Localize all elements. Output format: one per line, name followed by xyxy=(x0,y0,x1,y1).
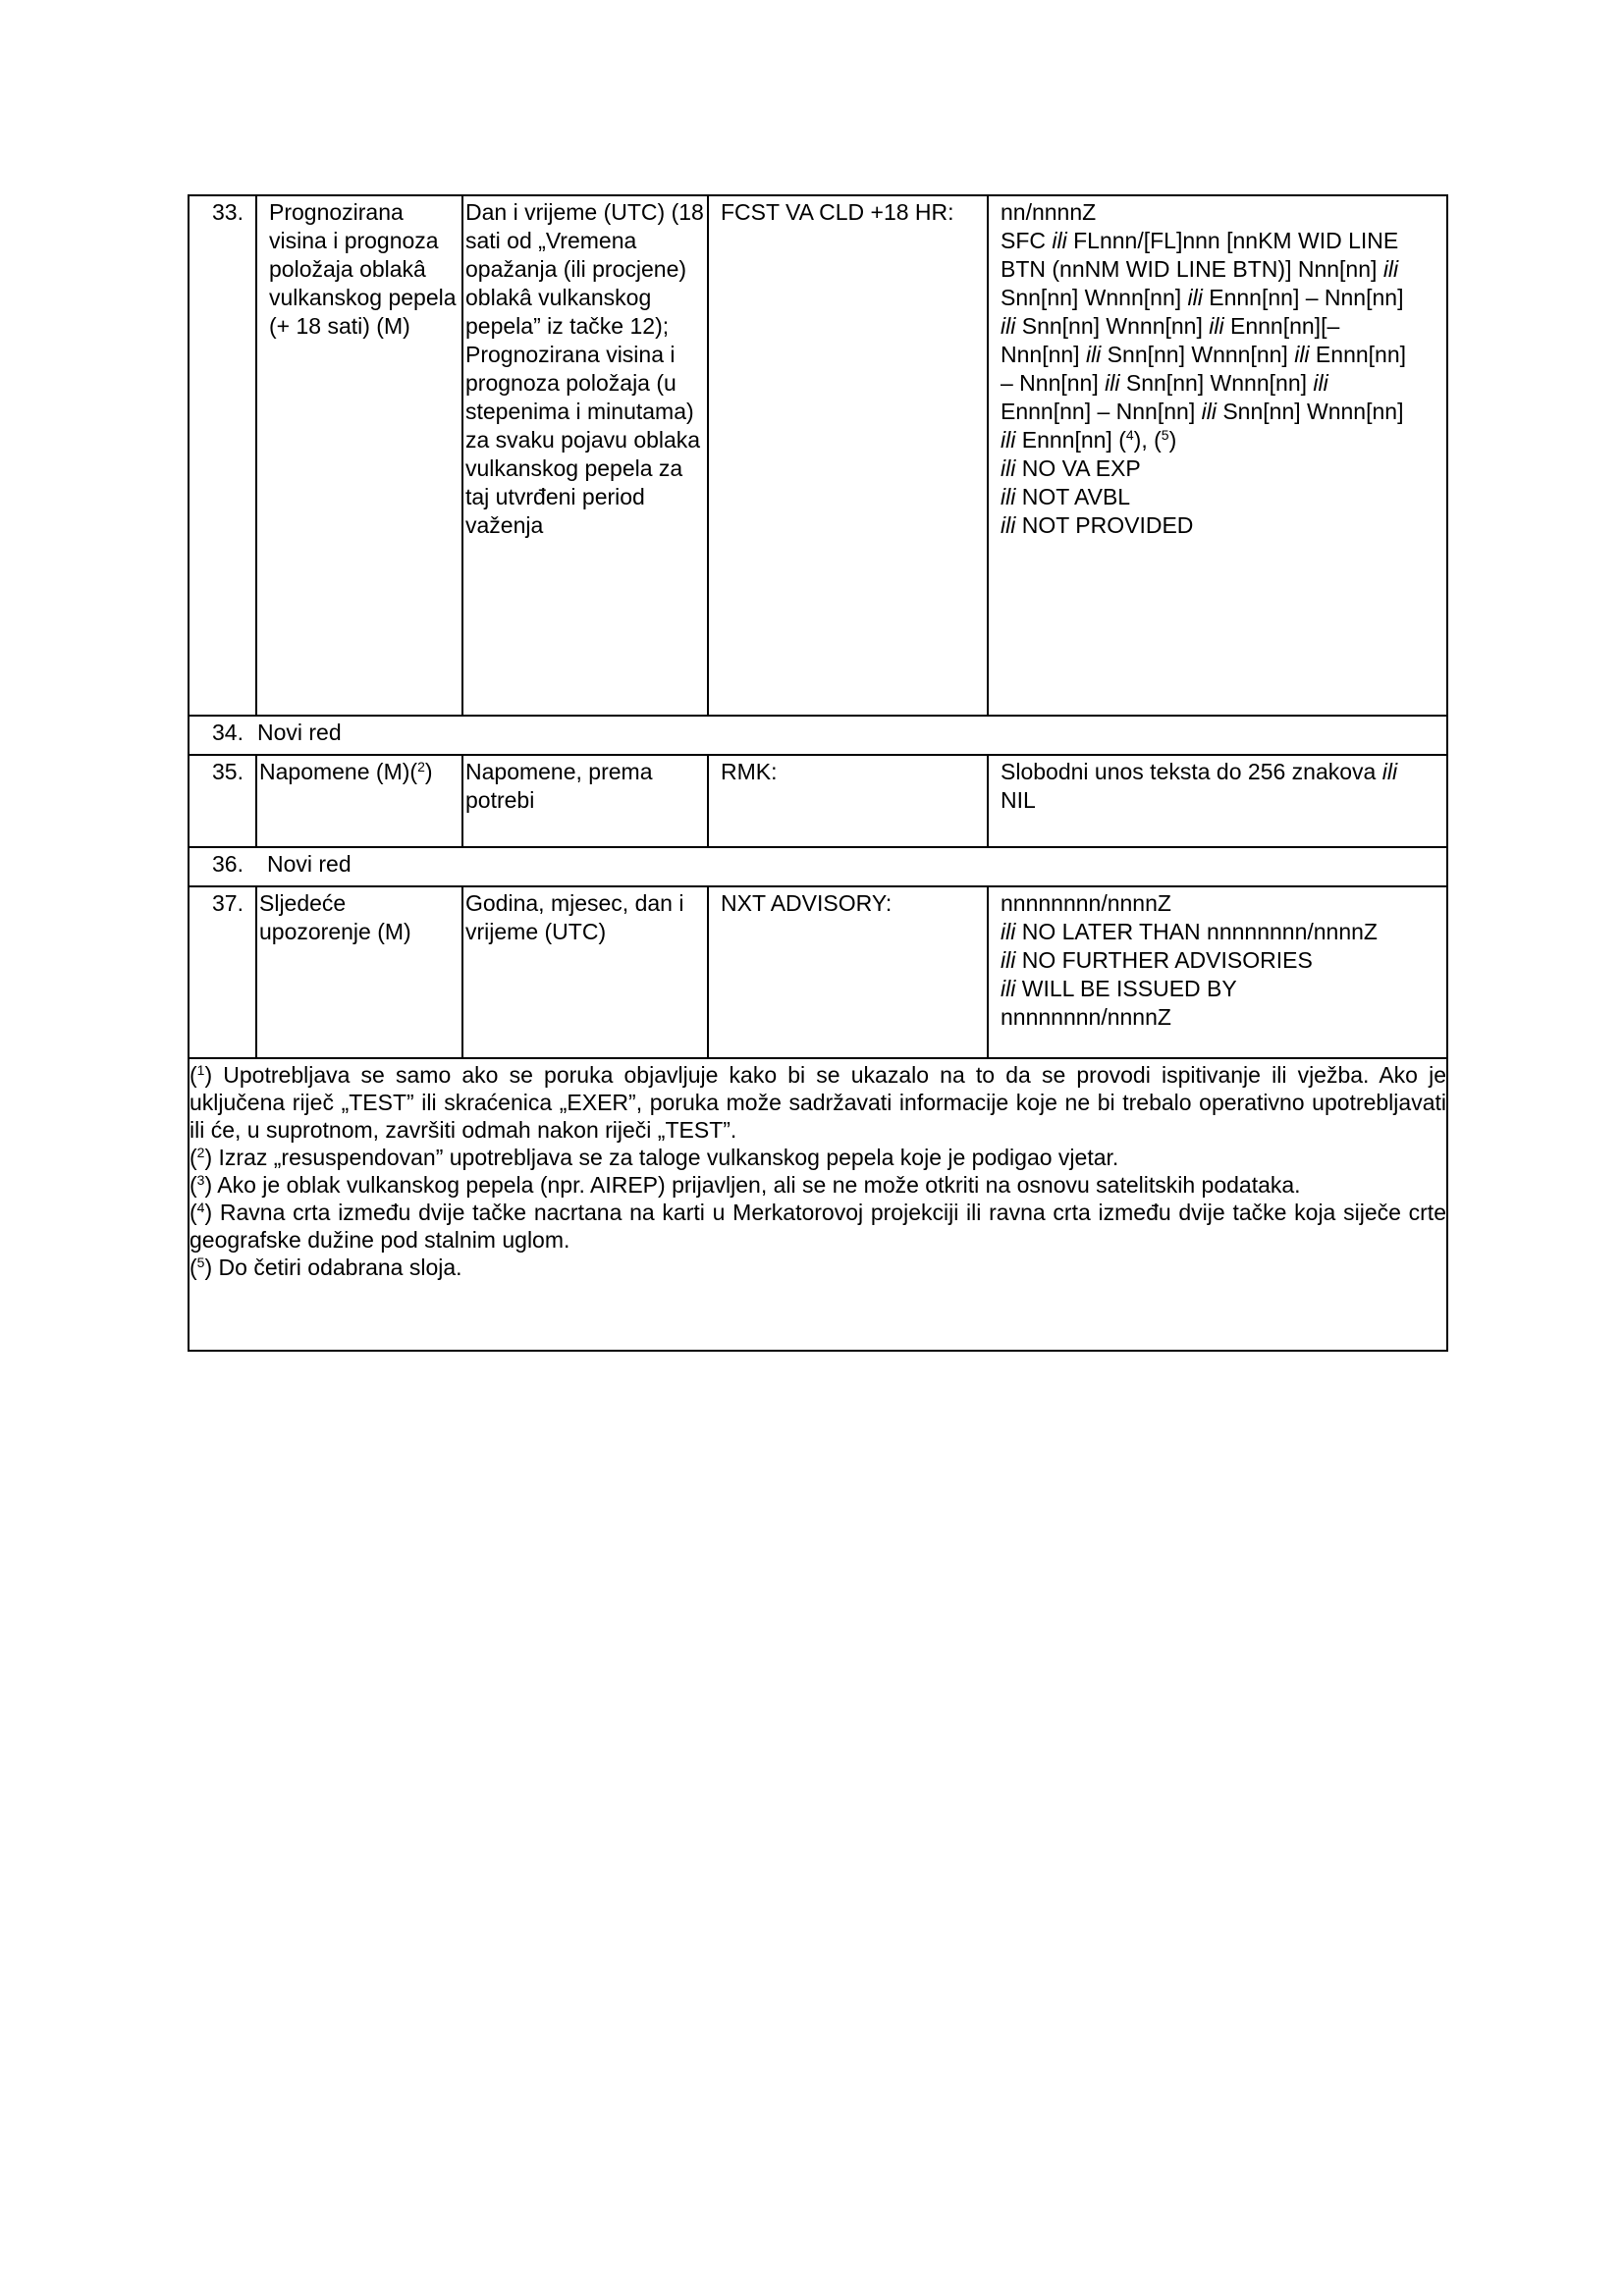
ili-keyword: ili xyxy=(1105,370,1120,396)
footnote: ($^3$) Ako je oblak vulkanskog pepela (npr. AIREP) prijavljen, ali se ne može otkriti na osnovu satelitskih podataka. xyxy=(189,1172,1301,1198)
detailed-content-cell: Godina, mjesec, dan i vrijeme (UTC) xyxy=(461,887,707,1057)
footnote-list xyxy=(189,1061,1446,1350)
ili-keyword: ili xyxy=(1209,313,1224,339)
example-line: ili Ennn[nn] ($^4$), ($^5$) xyxy=(1001,427,1177,453)
footnote-mark: 5 xyxy=(196,1255,205,1270)
example-post: NIL xyxy=(1001,787,1036,813)
detailed-content-cell: Dan i vrijeme (UTC) (18 sati od „Vremena opažanja (ili procjene) oblakâ vulkanskog pepela” iz tačke 12); Prognozirana visina i prognoza položaja (u stepenima i minutama) za svaku pojavu oblaka vulkanskog pepela za taj utvrđeni period važenja xyxy=(461,196,707,715)
example-line: Ennn[nn] – Nnn[nn] ili Snn[nn] Wnnn[nn] xyxy=(1001,399,1404,424)
footnote-text: Izraz „resuspendovan” upotrebljava se za taloge vulkanskog pepela koje je podigao vjetar. xyxy=(218,1145,1119,1170)
footnote-text: Upotrebljava se samo ako se poruka objavljuje kako bi se ukazalo na to da se provodi ispitivanje ili vježba. Ako je uključena riječ „TEST” ili skraćenica „EXER”, poruka može sadržavati informacije koje ne bi trebalo operativno upotrebljavati ili će, u suprotnom, završiti odmah nakon riječi „TEST”. xyxy=(189,1062,1446,1143)
example-cell xyxy=(987,887,1446,1057)
row-number: 36. xyxy=(212,851,244,877)
ili-keyword: ili xyxy=(1001,947,1016,973)
example-line: ili NO FURTHER ADVISORIES xyxy=(1001,947,1313,973)
element-cell: Prognozirana visina i prognoza položaja oblakâ vulkanskog pepela (+ 18 sati) (M) xyxy=(255,196,461,715)
ili-keyword: ili xyxy=(1052,228,1067,253)
footnote: ($^1$) Upotrebljava se samo ako se poruka objavljuje kako bi se ukazalo na to da se provodi ispitivanje ili vježba. Ako je uključena riječ „TEST” ili skraćenica „EXER”, poruka može sadržavati informacije koje ne bi trebalo operativno upotrebljavati ili će, u suprotnom, završiti odmah nakon riječi „TEST”. xyxy=(189,1062,1446,1143)
ili-keyword: ili xyxy=(1201,399,1217,424)
ili-keyword: ili xyxy=(1313,370,1328,396)
ili-keyword: ili xyxy=(1001,484,1016,509)
ili-keyword: ili xyxy=(1001,512,1016,538)
example-line: Snn[nn] Wnnn[nn] ili Ennn[nn] – Nnn[nn] xyxy=(1001,285,1404,310)
element-cell xyxy=(255,756,461,846)
footnote-text: Ravna crta između dvije tačke nacrtana na karti u Merkatorovoj projekciji ili ravna crta između dvije tačke koja siječe crte geografske dužine pod stalnim uglom. xyxy=(189,1200,1446,1253)
ili-keyword: ili xyxy=(1381,759,1398,784)
footnote-ref: 4 xyxy=(1125,427,1134,443)
ili-keyword: ili xyxy=(1001,455,1016,481)
ili-keyword: ili xyxy=(1294,342,1310,367)
row-number: 33. xyxy=(212,199,244,225)
footnote-mark: 1 xyxy=(196,1062,205,1078)
element-text: Napomene (M)($^2$) xyxy=(259,759,433,784)
table-row xyxy=(189,848,1446,887)
table-row xyxy=(189,756,1446,848)
example-line: nnnnnnnn/nnnnZ xyxy=(1001,890,1171,916)
detailed-content-cell: Napomene, prema potrebi xyxy=(461,756,707,846)
example-line: BTN (nnNM WID LINE BTN)] Nnn[nn] ili xyxy=(1001,256,1399,282)
ili-keyword: ili xyxy=(1382,256,1399,282)
table-row xyxy=(189,887,1446,1059)
ili-keyword: ili xyxy=(1001,919,1016,944)
example-line: SFC ili FLnnn/[FL]nnn [nnKM WID LINE xyxy=(1001,228,1399,253)
template-cell: RMK: xyxy=(707,756,987,846)
template-cell: FCST VA CLD +18 HR: xyxy=(707,196,987,715)
row-number: 35. xyxy=(212,759,244,784)
ili-keyword: ili xyxy=(1001,976,1016,1001)
ili-keyword: ili xyxy=(1001,313,1016,339)
footnote-mark: 4 xyxy=(196,1200,205,1215)
footnote-text: Ako je oblak vulkanskog pepela (npr. AIREP) prijavljen, ali se ne može otkriti na osnovu satelitskih podataka. xyxy=(217,1172,1301,1198)
element-cell: Sljedeće upozorenje (M) xyxy=(255,887,461,1057)
example-pre: Slobodni unos teksta do 256 znakova xyxy=(1001,759,1382,784)
newline-cell: Novi red xyxy=(257,720,342,745)
ili-keyword: ili xyxy=(1001,427,1016,453)
example-cell xyxy=(987,196,1446,715)
example-line: ili NO LATER THAN nnnnnnnn/nnnnZ xyxy=(1001,919,1378,944)
footnotes xyxy=(189,1059,1446,1350)
example-line: ili NOT AVBL xyxy=(1001,484,1131,509)
example-line: – Nnn[nn] ili Snn[nn] Wnnn[nn] ili xyxy=(1001,370,1328,396)
newline-cell: Novi red xyxy=(267,851,352,877)
table-row xyxy=(189,717,1446,756)
example-line: nn/nnnnZ xyxy=(1001,199,1097,225)
example-line: ili Snn[nn] Wnnn[nn] ili Ennn[nn][– xyxy=(1001,313,1340,339)
table-row xyxy=(189,196,1446,717)
example-line: ili NO VA EXP xyxy=(1001,455,1141,481)
example-line: ili WILL BE ISSUED BY xyxy=(1001,976,1237,1001)
ili-keyword: ili xyxy=(1187,285,1203,310)
footnote: ($^4$) Ravna crta između dvije tačke nacrtana na karti u Merkatorovoj projekciji ili ravna crta između dvije tačke koja siječe crte geografske dužine pod stalnim uglom. xyxy=(189,1200,1446,1253)
footnote: ($^2$) Izraz „resuspendovan” upotrebljava se za taloge vulkanskog pepela koje je podigao vjetar. xyxy=(189,1145,1119,1170)
row-number: 34. xyxy=(212,720,244,745)
example-line: nnnnnnnn/nnnnZ xyxy=(1001,1004,1171,1030)
footnote-ref: 2 xyxy=(417,759,425,774)
footnote-mark: 2 xyxy=(196,1145,205,1160)
footnote: ($^5$) Do četiri odabrana sloja. xyxy=(189,1255,462,1280)
example-line: Nnn[nn] ili Snn[nn] Wnnn[nn] ili Ennn[nn] xyxy=(1001,342,1407,367)
example-cell xyxy=(987,756,1446,846)
ili-keyword: ili xyxy=(1085,342,1102,367)
footnote-text: Do četiri odabrana sloja. xyxy=(218,1255,462,1280)
footnote-ref: 5 xyxy=(1161,427,1169,443)
advisory-table xyxy=(188,194,1448,1352)
template-cell: NXT ADVISORY: xyxy=(707,887,987,1057)
footnote-mark: 3 xyxy=(196,1172,205,1188)
row-number: 37. xyxy=(212,890,244,916)
example-line: ili NOT PROVIDED xyxy=(1001,512,1194,538)
